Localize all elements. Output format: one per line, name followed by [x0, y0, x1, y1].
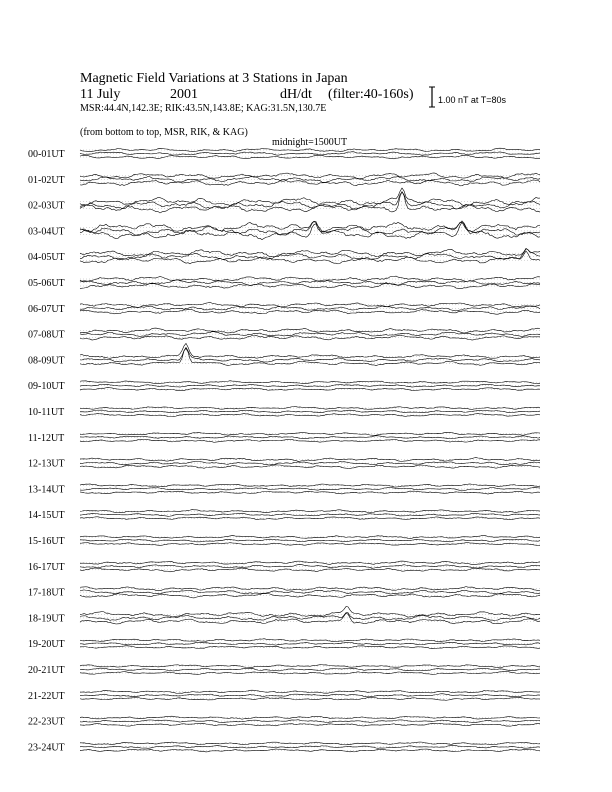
- trace-15-16UT-RIK: [80, 539, 540, 542]
- trace-16-17UT-MSR: [80, 568, 540, 572]
- trace-12-13UT-RIK: [80, 461, 540, 465]
- row-label-14-15UT: 14-15UT: [28, 510, 65, 522]
- trace-03-04UT-KAG: [80, 221, 540, 232]
- row-label-13-14UT: 13-14UT: [28, 484, 65, 496]
- row-label-23-24UT: 23-24UT: [28, 742, 65, 754]
- filter-label: (filter:40-160s): [328, 87, 414, 102]
- trace-22-23UT-KAG: [80, 716, 540, 719]
- row-label-10-11UT: 10-11UT: [28, 407, 65, 418]
- trace-10-11UT-RIK: [80, 410, 540, 413]
- row-label-03-04UT: 03-04UT: [28, 226, 65, 238]
- row-label-21-22UT: 21-22UT: [28, 690, 65, 702]
- row-label-19-20UT: 19-20UT: [28, 639, 65, 651]
- trace-04-05UT-MSR: [80, 251, 540, 264]
- trace-20-21UT-MSR: [80, 671, 540, 674]
- row-label-08-09UT: 08-09UT: [28, 355, 65, 367]
- trace-06-07UT-KAG: [80, 302, 540, 307]
- row-label-17-18UT: 17-18UT: [28, 587, 65, 599]
- trace-10-11UT-MSR: [80, 414, 540, 417]
- stations-info: MSR:44.4N,142.3E; RIK:43.5N,143.8E; KAG:31.5N,130.7E: [80, 103, 327, 114]
- row-label-12-13UT: 12-13UT: [28, 458, 65, 470]
- chart-title: Magnetic Field Variations at 3 Stations in Japan: [80, 71, 348, 86]
- trace-21-22UT-RIK: [80, 694, 540, 697]
- row-label-04-05UT: 04-05UT: [28, 252, 65, 264]
- date-day: 11 July: [80, 87, 121, 102]
- trace-09-10UT-KAG: [80, 381, 540, 384]
- row-label-00-01UT: 00-01UT: [28, 149, 65, 160]
- order-note: (from bottom to top, MSR, RIK, & KAG): [80, 127, 248, 138]
- trace-18-19UT-KAG: [80, 607, 540, 618]
- trace-02-03UT-KAG: [80, 188, 540, 206]
- trace-23-24UT-KAG: [80, 742, 540, 745]
- trace-11-12UT-RIK: [80, 436, 540, 439]
- row-label-07-08UT: 07-08UT: [28, 329, 65, 341]
- row-label-20-21UT: 20-21UT: [28, 665, 65, 676]
- scale-label: 1.00 nT at T=80s: [438, 95, 506, 105]
- midnight-note: midnight=1500UT: [272, 137, 348, 148]
- row-label-16-17UT: 16-17UT: [28, 561, 65, 573]
- trace-14-15UT-RIK: [80, 513, 540, 516]
- row-label-02-03UT: 02-03UT: [28, 200, 65, 212]
- row-label-06-07UT: 06-07UT: [28, 303, 65, 315]
- date-year: 2001: [170, 87, 198, 102]
- trace-04-05UT-KAG: [80, 248, 540, 256]
- quantity-label: dH/dt: [280, 87, 312, 102]
- row-label-01-02UT: 01-02UT: [28, 174, 65, 186]
- row-label-15-16UT: 15-16UT: [28, 536, 65, 547]
- row-label-05-06UT: 05-06UT: [28, 278, 65, 289]
- row-label-18-19UT: 18-19UT: [28, 613, 65, 625]
- trace-08-09UT-KAG: [80, 343, 540, 358]
- row-label-09-10UT: 09-10UT: [28, 381, 65, 393]
- row-label-22-23UT: 22-23UT: [28, 716, 65, 728]
- trace-00-01UT-KAG: [80, 148, 540, 152]
- row-label-11-12UT: 11-12UT: [28, 432, 65, 444]
